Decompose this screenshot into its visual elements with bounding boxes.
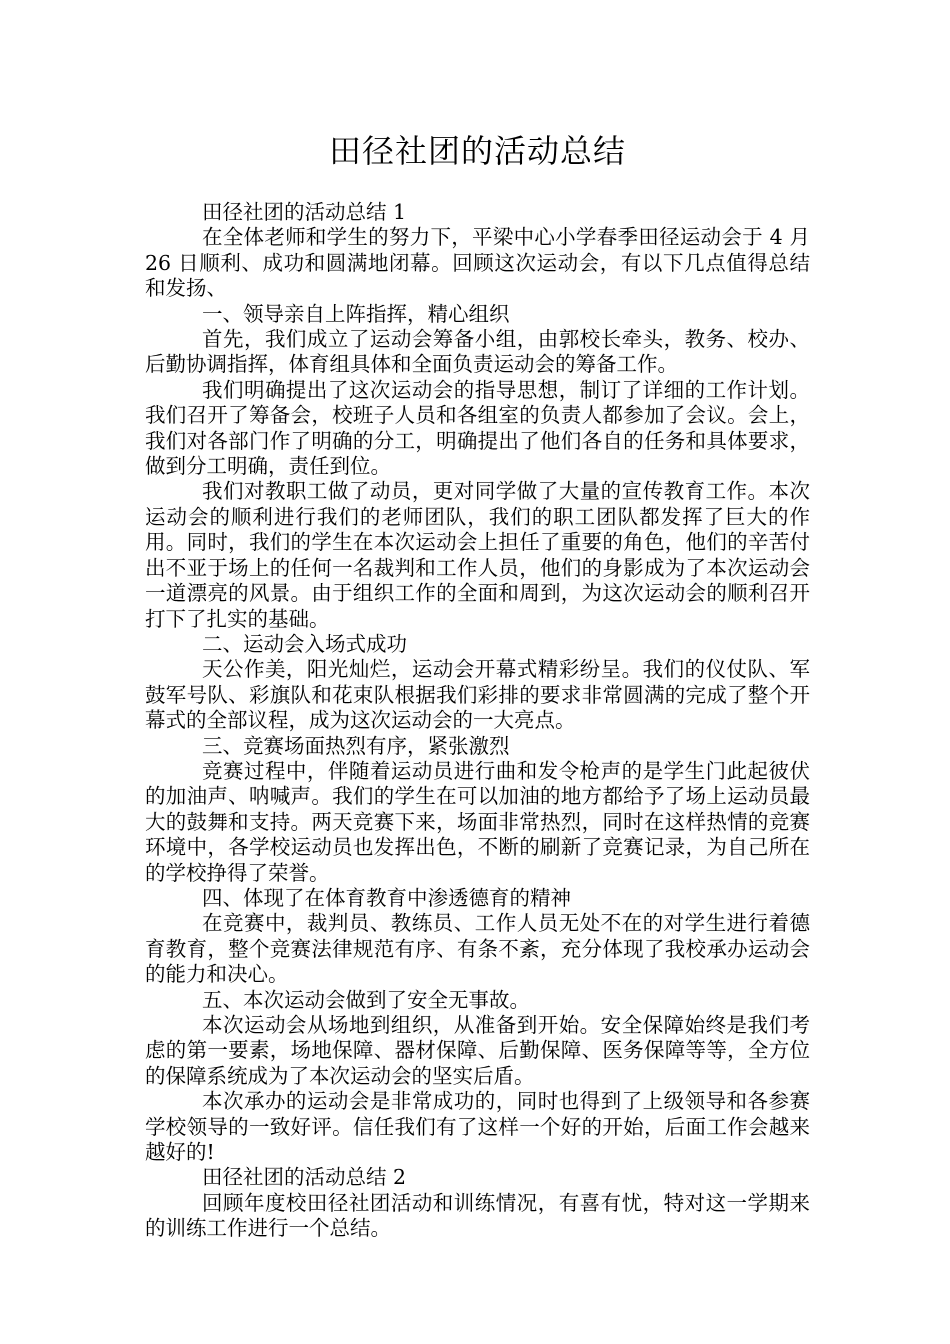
paragraph: 在全体老师和学生的努力下，平梁中心小学春季田径运动会于 4 月 26 日顺利、成功和圆满地闭幕。回顾这次运动会，有以下几点值得总结和发扬、 (145, 225, 810, 301)
paragraph: 我们对教职工做了动员，更对同学做了大量的宣传教育工作。本次运动会的顺利进行我们的老师团队，我们的职工团队都发挥了巨大的作用。同时，我们的学生在本次运动会上担任了重要的角色，他们的辛苦付出不亚于场上的任何一名裁判和工作人员，他们的身影成为了本次运动会一道漂亮的风景。由于组织工作的全面和周到，为这次运动会的顺利召开打下了扎实的基础。 (145, 479, 810, 631)
document-body (145, 200, 810, 1242)
paragraph: 回顾年度校田径社团活动和训练情况，有喜有忧，特对这一学期来的训练工作进行一个总结。 (145, 1190, 810, 1241)
paragraph-heading: 五、本次运动会做到了安全无事故。 (202, 987, 530, 1012)
paragraph-heading: 二、运动会入场式成功 (202, 631, 407, 656)
paragraph: 首先，我们成立了运动会筹备小组，由郭校长牵头，教务、校办、后勤协调指挥，体育组具体和全面负责运动会的筹备工作。 (145, 327, 810, 377)
paragraph: 我们明确提出了这次运动会的指导思想，制订了详细的工作计划。我们召开了筹备会，校班子人员和各组室的负责人都参加了会议。会上，我们对各部门作了明确的分工，明确提出了他们各自的任务和具体要求，做到分工明确，责任到位。 (145, 377, 810, 479)
paragraph-section-heading: 田径社团的活动总结 2 (202, 1165, 407, 1190)
paragraph: 本次承办的运动会是非常成功的，同时也得到了上级领导和各参赛学校领导的一致好评。信任我们有了这样一个好的开始，后面工作会越来越好的! (145, 1089, 810, 1165)
document-page (145, 0, 810, 1242)
paragraph: 竞赛过程中，伴随着运动员进行曲和发令枪声的是学生门此起彼伏的加油声、呐喊声。我们的学生在可以加油的地方都给予了场上运动员最大的鼓舞和支持。两天竞赛下来，场面非常热烈，同时在这样热情的竞赛环境中，各学校运动员也发挥出色，不断的刷新了竞赛记录，为自己所在的学校挣得了荣誉。 (145, 758, 810, 885)
paragraph-heading: 四、体现了在体育教育中渗透德育的精神 (202, 885, 571, 910)
paragraph: 天公作美，阳光灿烂，运动会开幕式精彩纷呈。我们的仪仗队、军鼓军号队、彩旗队和花束队根据我们彩排的要求非常圆满的完成了整个开幕式的全部议程，成为这次运动会的一大亮点。 (145, 657, 810, 733)
document-title: 田径社团的活动总结 (328, 132, 626, 170)
paragraph: 本次运动会从场地到组织，从准备到开始。安全保障始终是我们考虑的第一要素，场地保障、器材保障、后勤保障、医务保障等等，全方位的保障系统成为了本次运动会的坚实后盾。 (145, 1013, 810, 1088)
paragraph-heading: 一、领导亲自上阵指挥，精心组织 (202, 301, 510, 326)
paragraph: 在竞赛中，裁判员、教练员、工作人员无处不在的对学生进行着德育教育，整个竞赛法律规范有序、有条不紊，充分体现了我校承办运动会的能力和决心。 (145, 911, 810, 987)
paragraph-heading: 三、竞赛场面热烈有序，紧张激烈 (202, 733, 510, 758)
paragraph-section-heading: 田径社团的活动总结 1 (202, 200, 407, 224)
